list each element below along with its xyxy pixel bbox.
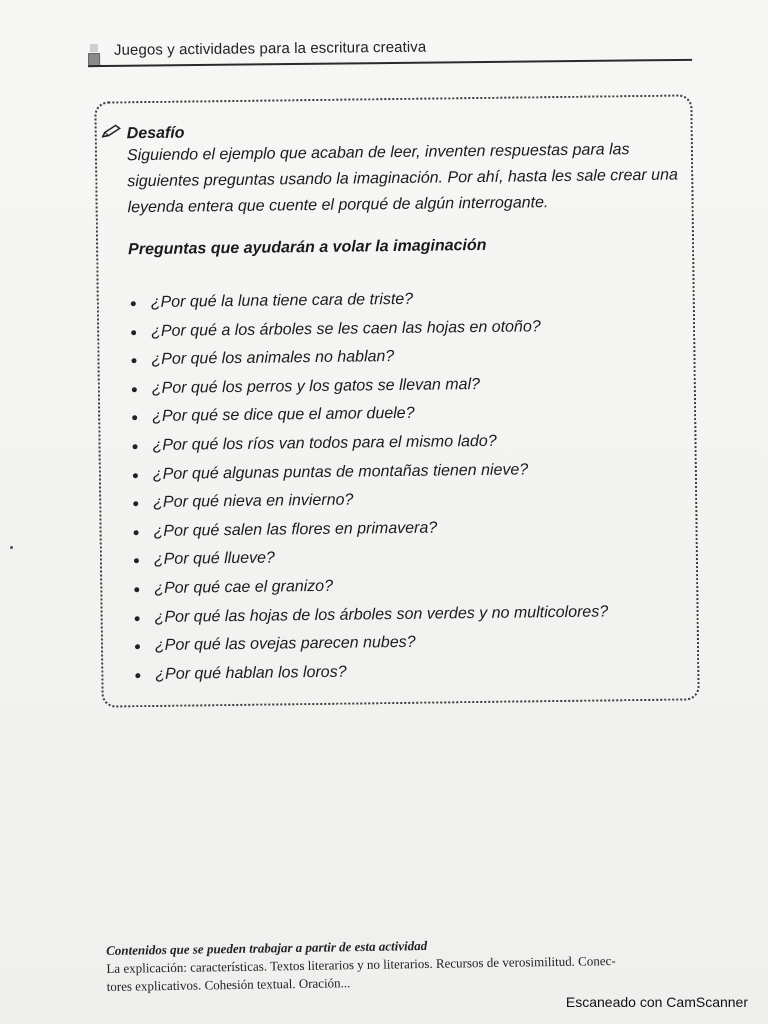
questions-list	[129, 283, 674, 690]
bullet-icon	[135, 673, 140, 678]
bullet-icon	[134, 530, 139, 535]
bullet-icon	[133, 444, 138, 449]
question-text: ¿Por qué se dice que el amor duele?	[152, 405, 415, 426]
challenge-title: Desafío	[126, 124, 185, 143]
bullet-icon	[134, 587, 139, 592]
page-header	[88, 33, 692, 71]
footer-title: Contenidos que se pueden trabajar a partir de esta actividad	[106, 937, 428, 958]
question-text: ¿Por qué nieva en invierno?	[153, 491, 354, 512]
scan-speck	[10, 546, 13, 549]
question-text: ¿Por qué la luna tiene cara de triste?	[150, 290, 414, 312]
question-text: ¿Por qué los animales no hablan?	[151, 348, 395, 369]
question-text: ¿Por qué las hojas de los árboles son verdes y no multicolores?	[154, 602, 609, 626]
question-text: ¿Por qué a los árboles se les caen las hojas en otoño?	[151, 317, 541, 340]
bullet-icon	[135, 616, 140, 621]
scanner-watermark: Escaneado con CamScanner	[565, 994, 748, 1010]
pencil-icon	[101, 123, 123, 139]
questions-heading: Preguntas que ayudarán a volar la imaginación	[128, 236, 487, 259]
bullet-icon	[131, 358, 136, 363]
bullet-icon	[131, 301, 136, 306]
challenge-box	[94, 94, 699, 707]
bullet-icon	[135, 644, 140, 649]
footer-line: La explicación: características. Textos literarios y no literarios. Recursos de verosimilitud. Conec-	[106, 952, 616, 976]
question-text: ¿Por qué salen las flores en primavera?	[153, 519, 438, 540]
header-title: Juegos y actividades para la escritura creativa	[113, 38, 427, 59]
bullet-icon	[133, 473, 138, 478]
bullet-icon	[133, 501, 138, 506]
question-text: ¿Por qué las ovejas parecen nubes?	[154, 633, 416, 655]
question-text: ¿Por qué hablan los loros?	[155, 663, 347, 683]
bullet-icon	[132, 387, 137, 392]
question-text: ¿Por qué cae el granizo?	[154, 577, 334, 597]
question-text: ¿Por qué los ríos van todos para el mismo lado?	[152, 432, 497, 454]
question-text: ¿Por qué llueve?	[153, 549, 275, 569]
bullet-icon	[132, 416, 137, 421]
bullet-icon	[131, 330, 136, 335]
question-item	[133, 654, 673, 689]
challenge-intro: Siguiendo el ejemplo que acaban de leer, inventen respuestas para las siguientes preguntas usando la imaginación. Por ahí, hasta les sale crear una leyenda entera que cuente el porqué de algún interrogante.	[126, 141, 678, 217]
question-text: ¿Por qué los perros y los gatos se llevan mal?	[151, 375, 481, 397]
footer-contents	[106, 933, 707, 996]
header-rule	[88, 59, 692, 67]
bullet-icon	[134, 559, 139, 564]
question-text: ¿Por qué algunas puntas de montañas tienen nieve?	[152, 460, 529, 483]
footer-line: tores explicativos. Cohesión textual. Oración...	[106, 975, 351, 994]
